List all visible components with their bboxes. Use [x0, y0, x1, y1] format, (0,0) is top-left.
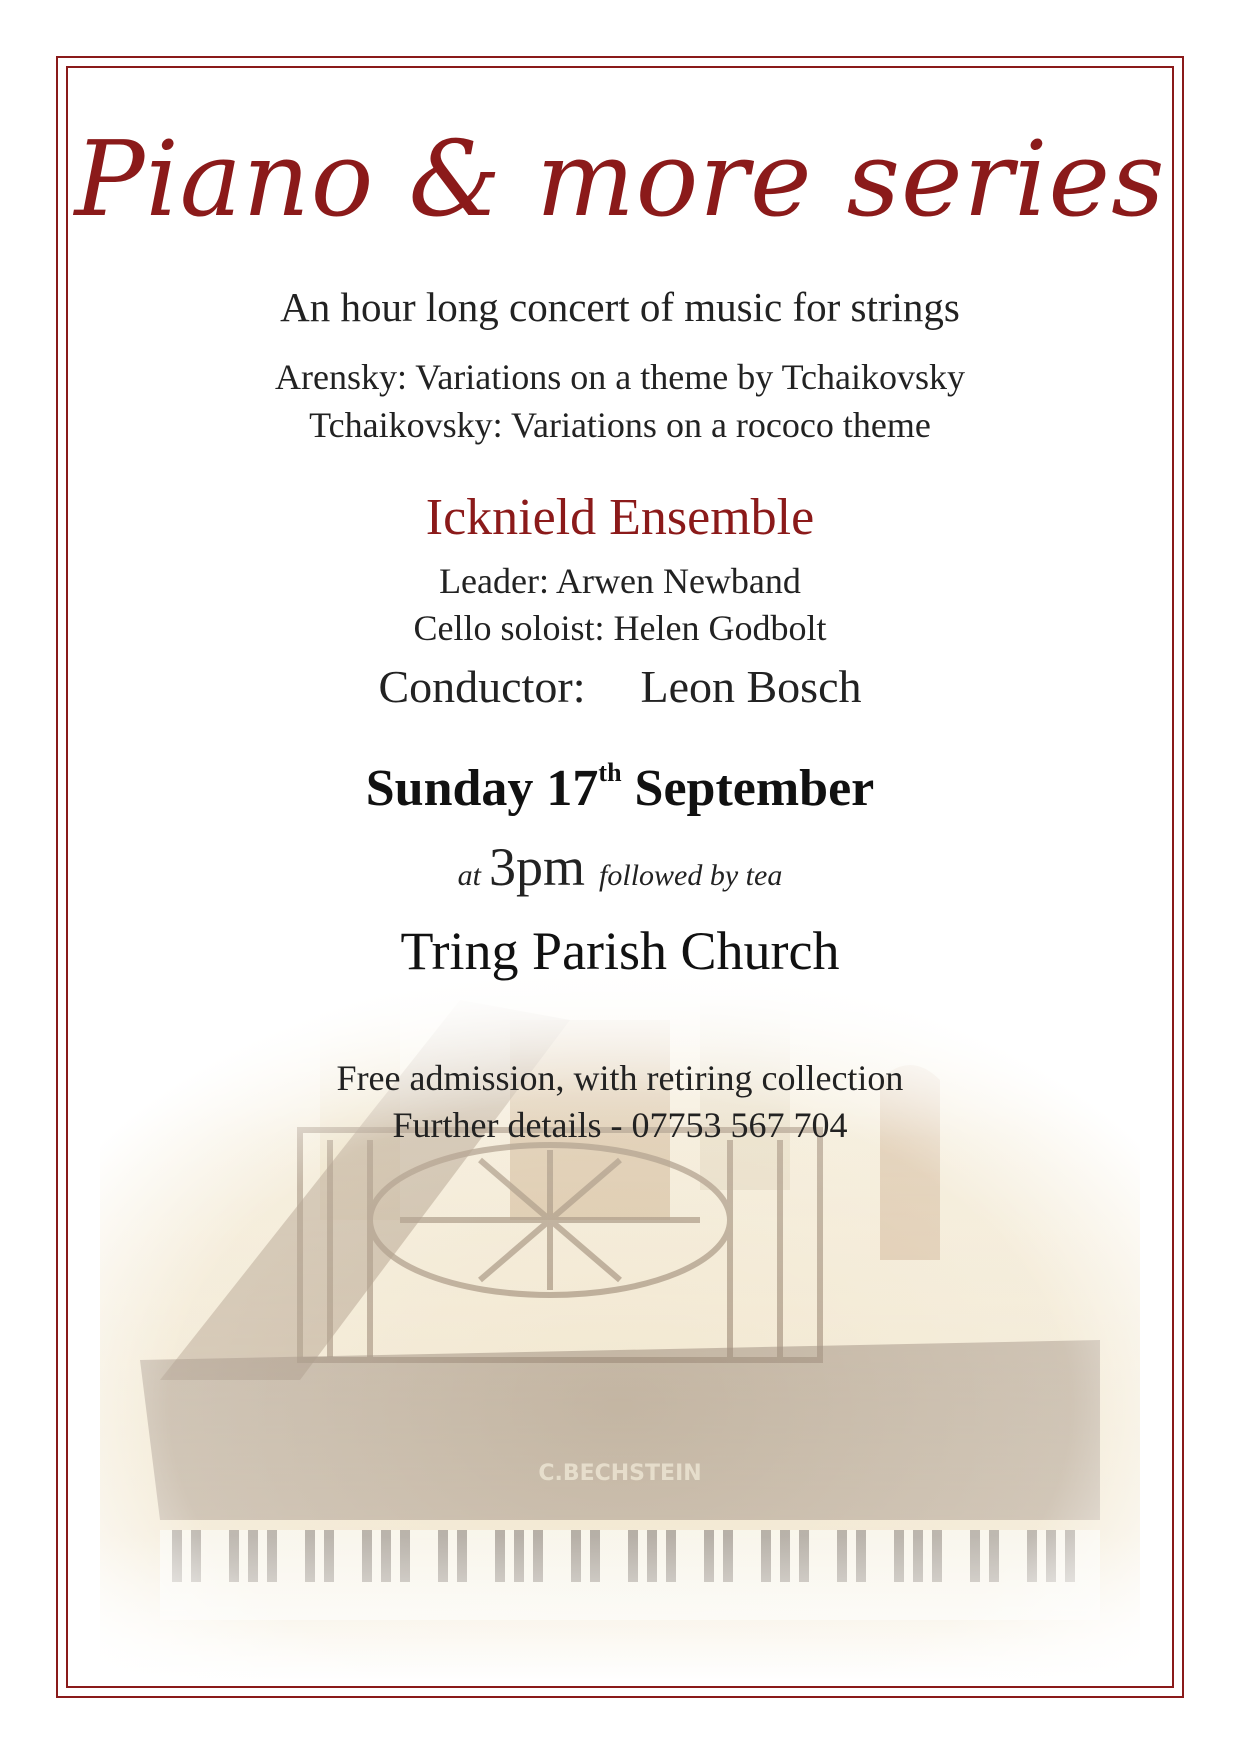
program-item: Tchaikovsky: Variations on a rococo theme	[309, 405, 931, 445]
page-title: Piano & more series	[74, 118, 1166, 240]
conductor-credit	[0, 660, 1240, 713]
time-suffix: followed by tea	[599, 859, 783, 892]
date-suffix: th	[598, 758, 622, 787]
program-item: Arensky: Variations on a theme by Tchaikovsky	[274, 357, 966, 397]
cello-soloist-credit: Cello soloist: Helen Godbolt	[413, 608, 827, 648]
contact-details: Further details - 07753 567 704	[392, 1105, 848, 1145]
concert-date	[0, 758, 1240, 818]
time-prefix: at	[457, 859, 482, 892]
conductor-name: Leon Bosch	[640, 661, 862, 712]
venue-name: Tring Parish Church	[400, 921, 840, 981]
conductor-label: Conductor:	[378, 661, 586, 712]
time-value: 3pm	[489, 837, 586, 897]
date-day: Sunday 17	[365, 760, 599, 817]
date-month: September	[621, 760, 875, 817]
ensemble-name: Icknield Ensemble	[425, 489, 815, 546]
admission-info: Free admission, with retiring collection	[336, 1058, 904, 1098]
concert-subtitle: An hour long concert of music for strings	[280, 284, 960, 330]
concert-time	[0, 836, 1240, 898]
leader-credit: Leader: Arwen Newband	[439, 561, 801, 601]
